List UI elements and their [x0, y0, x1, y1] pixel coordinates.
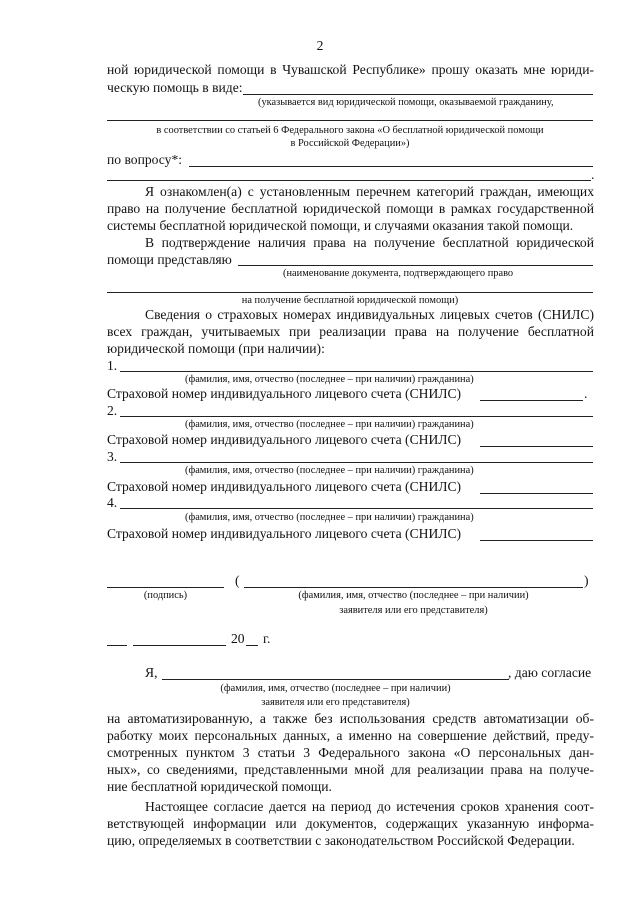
period-line-1: Настоящее согласие дается на период до истечения сроков хранения соот-	[145, 799, 594, 814]
legal-aid-type-field-2[interactable]	[107, 120, 593, 121]
ack-line-2: право на получение бесплатной юридической помощи в рамках государственной	[107, 201, 594, 216]
snils-end-dot: .	[584, 386, 588, 401]
person-number: 1.	[107, 358, 118, 373]
person-name-hint: (фамилия, имя, отчество (последнее – при наличии) гражданина)	[185, 374, 474, 385]
snils-label: Страховой номер индивидуального лицевого счета (СНИЛС)	[107, 386, 462, 401]
applicant-name-hint: (фамилия, имя, отчество (последнее – при наличии)	[298, 590, 529, 601]
legal-aid-type-hint: (указывается вид юридической помощи, оказываемой гражданину,	[258, 97, 554, 108]
person-name-hint: (фамилия, имя, отчество (последнее – при наличии) гражданина)	[185, 465, 474, 476]
question-field[interactable]	[189, 166, 593, 167]
snils-label: Страховой номер индивидуального лицевого счета (СНИЛС)	[107, 432, 462, 447]
consent-name-hint: (фамилия, имя, отчество (последнее – при наличии)	[220, 683, 451, 694]
person-name-hint: (фамилия, имя, отчество (последнее – при наличии) гражданина)	[185, 419, 474, 430]
snils-intro-line-1: Сведения о страховых номерах индивидуальных лицевых счетов (СНИЛС)	[145, 307, 594, 322]
person-number: 2.	[107, 403, 118, 418]
signature-hint: (подпись)	[143, 590, 188, 601]
snils-field[interactable]	[480, 400, 583, 401]
person-number: 3.	[107, 449, 118, 464]
person-name-field[interactable]	[120, 416, 593, 417]
proof-line-2: помощи представляю	[107, 252, 232, 267]
legal-aid-type-field[interactable]	[243, 94, 593, 95]
date-year-field[interactable]	[246, 645, 258, 646]
applicant-name-hint-2: заявителя или его представителя)	[339, 605, 488, 616]
intro-line-2: ческую помощь в виде:	[107, 80, 243, 95]
question-field-2[interactable]	[107, 180, 591, 181]
person-number: 4.	[107, 495, 118, 510]
legal-aid-law-hint-2: в Российской Федерации»)	[290, 138, 410, 149]
proof-document-hint-2: на получение бесплатной юридической помощи)	[241, 295, 459, 306]
snils-field[interactable]	[480, 446, 593, 447]
ack-line-3: системы бесплатной юридической помощи, и случаями оказания такой помощи.	[107, 218, 574, 233]
period-line-3: цию, определяемых в соответствии с законодательством Российской Федерации.	[107, 833, 575, 848]
date-year-prefix: 20	[231, 631, 245, 646]
proof-document-hint: (наименование документа, подтверждающего право	[283, 268, 514, 279]
close-paren: )	[584, 573, 589, 588]
snils-label: Страховой номер индивидуального лицевого счета (СНИЛС)	[107, 479, 462, 494]
proof-document-field-2[interactable]	[107, 292, 593, 293]
signature-field[interactable]	[107, 587, 224, 588]
person-name-field[interactable]	[120, 508, 593, 509]
open-paren: (	[235, 573, 240, 588]
consent-name-hint-2: заявителя или его представителя)	[261, 697, 410, 708]
date-year-suffix: г.	[263, 631, 271, 646]
proof-document-field[interactable]	[238, 265, 593, 266]
date-day-field[interactable]	[107, 645, 127, 646]
snils-intro-line-3: юридической помощи (при наличии):	[107, 341, 325, 356]
legal-aid-law-hint: в соответствии со статьей 6 Федерального закона «О бесплатной юридической помощи	[156, 125, 544, 136]
person-name-field[interactable]	[120, 462, 593, 463]
period-line-2: ветствующей информации или документов, содержащих указанную информа-	[107, 816, 594, 831]
date-month-field[interactable]	[133, 645, 226, 646]
question-label: по вопросу*:	[107, 152, 183, 167]
snils-field[interactable]	[480, 540, 593, 541]
page-number: 2	[316, 38, 324, 53]
snils-intro-line-2: всех граждан, учитываемых при реализации права на получение бесплатной	[107, 324, 594, 339]
ack-line-1: Я ознакомлен(а) с установленным перечнем категорий граждан, имеющих	[145, 184, 594, 199]
snils-label: Страховой номер индивидуального лицевого счета (СНИЛС)	[107, 526, 462, 541]
snils-field[interactable]	[480, 493, 593, 494]
consent-line-1: на автоматизированную, а также без использования средств автоматизации об-	[107, 711, 594, 726]
person-name-field[interactable]	[120, 371, 593, 372]
consent-agree: , даю согласие	[508, 665, 592, 680]
question-end-dot: .	[591, 167, 595, 182]
consent-line-4: ных», со сведениями, представленными мной для реализации права на получе-	[107, 762, 594, 777]
consent-line-3: смотренных пунктом 3 статьи 3 Федерального закона «О персональных дан-	[107, 745, 594, 760]
intro-line-1: ной юридической помощи в Чувашской Республике» прошу оказать мне юриди-	[107, 62, 594, 77]
consent-name-field[interactable]	[162, 679, 509, 680]
consent-line-5: ние бесплатной юридической помощи.	[107, 779, 332, 794]
consent-ya: Я,	[145, 665, 158, 680]
applicant-name-field[interactable]	[244, 587, 583, 588]
proof-line-1: В подтверждение наличия права на получение бесплатной юридической	[145, 235, 594, 250]
consent-line-2: работку моих персональных данных, а именно на совершение действий, преду-	[107, 728, 594, 743]
person-name-hint: (фамилия, имя, отчество (последнее – при наличии) гражданина)	[185, 512, 474, 523]
